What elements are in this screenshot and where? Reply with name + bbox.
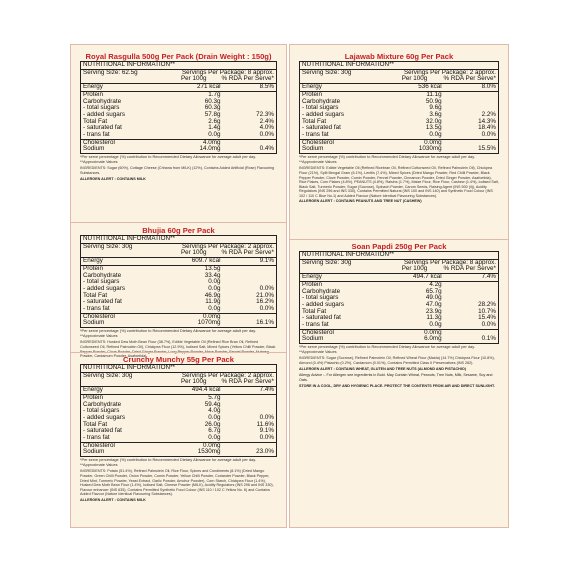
nutrient-value: 0.0g xyxy=(208,305,221,313)
nutrient-name: - trans fat xyxy=(83,305,110,313)
nutrient-rda: 15.5% xyxy=(478,145,496,153)
column-headers: Per 100g % RDA Per Serve* xyxy=(81,76,276,84)
column-headers: Per 100g % RDA Per Serve* xyxy=(81,250,276,258)
nutrient-rda: 7.4% xyxy=(259,386,274,394)
nutrient-value: 609.7 kcal xyxy=(191,257,221,265)
nutrient-name: Total Fat xyxy=(83,420,108,428)
nutrient-value: 57.8g xyxy=(204,110,221,118)
nutrient-name: Cholesterol xyxy=(302,328,334,336)
nutrient-value: 1030mg xyxy=(418,145,442,153)
nutrient-name: Energy xyxy=(83,386,103,394)
nutrient-rda xyxy=(221,92,274,99)
table-row xyxy=(300,146,498,153)
nutrient-rows xyxy=(300,84,498,153)
nutrient-value: 46.9g xyxy=(204,291,221,299)
nutrient-value: 0.0g xyxy=(208,284,221,292)
nutrient-rda xyxy=(442,282,496,289)
nutrient-rda: 21.0% xyxy=(256,291,274,299)
rda-note: *Per serve percentage (%) contribution to Recommended Dietary Allowance for average adult per day. **Approximate Values xyxy=(299,344,475,354)
nutrient-value: 4.2g xyxy=(429,280,442,288)
product-title: Royal Rasgulla 500g Per Pack (Drain Weight : 150g) xyxy=(85,52,272,61)
nutrient-rda: 72.3% xyxy=(256,110,274,118)
nutrient-name: Carbohydrate xyxy=(83,97,122,105)
nutrient-name: Total Fat xyxy=(83,117,108,125)
product-title: Lajawab Mixture 60g Per Pack xyxy=(344,52,454,61)
table-row xyxy=(300,112,498,119)
nutrient-name: - trans fat xyxy=(302,131,329,139)
table-header: NUTRITIONAL INFORMATION** xyxy=(81,62,276,70)
ingredients: INGREDIENTS: Potato (51.4%), Refined Palmolein Oil, Rice Flour, Spices and Condiments (8.1%) (Dried Mango Powder, Green Chilli Powder, Onion Powder, Cumin Powder, Yellow Chilli Powder, Coriander Powder, Black Pepper, Dried Mint, Turmeric Powder, Yeast Extract, Garlic Powder, Amchur Powder), Corn Starch, Chickpea Flour (1.4%), Husked Dew Moth Bean Flour (1.4%), Iodised Salt, Cheese Powder (MILK), Acidity Regulators (INS 296 and INS 330), Flavour enhancer (INS 635), Contains Permitted Synthetic Food Colour (INS 110 / 102 C Yellow No. 6) and Contains Added Flavour (Nature Identical Flavouring Substances). xyxy=(80,469,274,497)
nutrient-value: 13.5g xyxy=(425,124,442,132)
ingredients: INGREDIENTS: Edible Vegetable Oil (Refined Ricebran Oil, Refined Cottonseed Oil, Refined Palmolein Oil), Chickpea Flour (21%), Split Bengal Gram (6.1%), Lentils (7.4%), Mixed Spices (Dried Mango Powder, Red Chilli Powder, Black Pepper Powder, Clove Powder, Cumin Powder, Fennel Powder, Cinnamon Powder, Dried Ginger Powder, Asafoetida), Rice Flakes, Corn Flakes (4.8%), PEANUTS (4.8%), Raisins (1.7%), Maize Flour, Rice Flour, Cashew (1.4%), Iodised Salt, Black Salt, Turmeric Powder, Sugar (Sucrose), Spinach Powder, Carom Seeds, Raising Agent (INS 500 (ii)), Acidity Regulators (INS 296 and INS 330), Contains Permitted Natural (INS 100 and INS 140) and Synthetic Food Colour (INS 102 / 110 C Blue No.1) and Added Flavour (Nature Identical Flavouring Substances). xyxy=(299,166,499,198)
nutrient-value: 6.7g xyxy=(208,427,221,435)
nutrient-value: 271 kcal xyxy=(197,83,221,91)
nutrient-rda: 14.3% xyxy=(478,117,496,125)
nutrient-value: 4.0g xyxy=(208,407,221,415)
column-headers: Per 100g % RDA Per Serve* xyxy=(300,76,498,84)
nutrient-value: 3.6g xyxy=(429,110,442,118)
rda-note: *Per serve percentage (%) contribution to Recommended Dietary Allowance for average adult per day. **Approximate Values xyxy=(80,328,256,338)
nutrient-rda: 8.5% xyxy=(259,83,274,91)
nutrition-table xyxy=(80,364,277,457)
nutrient-value: 0.0g xyxy=(208,413,221,421)
nutrient-rda xyxy=(442,289,496,296)
nutrient-rda: 11.6% xyxy=(256,420,274,428)
nutrient-value: 9.6g xyxy=(429,104,442,112)
nutrient-rda: 0.1% xyxy=(481,335,496,343)
nutrient-value: 50.9g xyxy=(425,97,442,105)
nutrient-rda: 0.0% xyxy=(259,413,274,421)
rda-note: *Per serve percentage (%) contribution to Recommended Dietary Allowance for average adult per day. **Approximate Values xyxy=(80,457,256,467)
table-header: NUTRITIONAL INFORMATION** xyxy=(300,252,498,260)
nutrient-rda xyxy=(442,99,496,106)
table-row xyxy=(81,320,276,327)
nutrient-rda: 0.0% xyxy=(481,131,496,139)
nutrition-table xyxy=(299,61,499,154)
nutrient-value: 59.4g xyxy=(204,400,221,408)
nutrient-rda: 7.4% xyxy=(481,273,496,281)
nutrient-value: 1070mg xyxy=(197,319,221,327)
table-row xyxy=(81,443,276,450)
nutrient-value: 2.6g xyxy=(208,117,221,125)
allergen-alert: ALLERGEN ALERT : CONTAINS MILK xyxy=(80,497,146,502)
nutrient-name: - trans fat xyxy=(83,131,110,139)
nutrient-rda: 2.2% xyxy=(481,110,496,118)
nutrient-value: 26.0g xyxy=(204,420,221,428)
nutrient-rda: 16.1% xyxy=(256,319,274,327)
nutrient-name: Total Fat xyxy=(302,117,327,125)
nutrient-name: Cholesterol xyxy=(83,441,115,449)
nutrient-name: Total Fat xyxy=(83,291,108,299)
left-panel xyxy=(70,44,287,528)
nutrient-value: 0.0mg xyxy=(424,138,442,146)
nutrient-name: - total sugars xyxy=(302,294,339,302)
table-row xyxy=(81,428,276,435)
product-title: Soan Papdi 250g Per Pack xyxy=(351,242,447,251)
nutrient-rda xyxy=(221,395,274,402)
nutrient-rda: 16.2% xyxy=(256,298,274,306)
nutrient-name: Sodium xyxy=(302,145,324,153)
nutrient-name: Sodium xyxy=(83,319,105,327)
nutrient-name: Protein xyxy=(83,90,103,98)
table-row xyxy=(81,314,276,321)
divider xyxy=(71,222,286,223)
table-header: NUTRITIONAL INFORMATION** xyxy=(81,365,276,373)
nutrient-name: - trans fat xyxy=(302,321,329,329)
nutrient-value: 60.3g xyxy=(204,97,221,105)
nutrient-name: - saturated fat xyxy=(83,124,122,132)
nutrient-value: 32.0g xyxy=(425,117,442,125)
nutrient-value: 13.5g xyxy=(204,264,221,272)
nutrient-name: - trans fat xyxy=(83,434,110,442)
nutrient-rda: 0.0% xyxy=(259,131,274,139)
nutrient-name: Carbohydrate xyxy=(302,287,341,295)
serving-info: Serving Size: 30g Servings Per Package: 8 approx. xyxy=(302,258,496,266)
table-row xyxy=(81,125,276,132)
table-row xyxy=(300,330,498,337)
nutrient-rda: 0.0% xyxy=(259,284,274,292)
storage-instructions: STORE IN A COOL, DRY AND HYGIENIC PLACE. PROTECT THE CONTENTS FROM AIR AND DIRECT SUNLIGHT. xyxy=(299,384,495,389)
allergen-alert: ALLERGEN ALERT : CONTAINS MILK xyxy=(80,176,146,181)
serving-info: Serving Size: 62.5g Servings Per Package: 8 approx. xyxy=(83,68,274,76)
nutrient-rows xyxy=(81,84,276,153)
nutrient-name: - added sugars xyxy=(302,300,345,308)
product-rasgulla xyxy=(71,52,286,181)
nutrient-rda: 10.7% xyxy=(478,307,496,315)
table-row xyxy=(81,140,276,147)
nutrient-name: - added sugars xyxy=(83,284,126,292)
nutrient-value: 60.3g xyxy=(204,104,221,112)
nutrient-value: 11.1g xyxy=(426,90,442,98)
divider xyxy=(71,352,286,353)
divider xyxy=(290,239,508,240)
nutrition-table xyxy=(80,235,277,328)
nutrient-rda xyxy=(221,266,274,273)
nutrient-value: 0.0g xyxy=(429,321,442,329)
table-row xyxy=(81,258,276,266)
nutrient-name: Cholesterol xyxy=(302,138,334,146)
nutrient-value: 0.0mg xyxy=(202,441,221,449)
nutrient-name: Sodium xyxy=(302,335,324,343)
table-row xyxy=(81,84,276,92)
rda-note: *Per serve percentage (%) contribution to Recommended Dietary Allowance for average adult per day. **Approximate Values xyxy=(299,154,475,164)
nutrient-name: Protein xyxy=(302,90,322,98)
nutrient-name: Energy xyxy=(302,273,322,281)
nutrient-rda: 2.4% xyxy=(259,117,274,125)
ingredients: INGREDIENTS: Sugar (60%), Cottage Cheese (Chhana from MILK) (12%), Contains Added Artificial (Rose) Flavouring Substances. xyxy=(80,166,275,175)
nutrient-rda: 15.4% xyxy=(478,314,496,322)
nutrient-rda: 9.1% xyxy=(259,427,274,435)
nutrient-value: 0.0g xyxy=(208,131,221,139)
nutrient-name: Sodium xyxy=(83,145,105,153)
nutrient-rda: 8.0% xyxy=(481,83,496,91)
ingredients: INGREDIENTS: Sugar (Sucrose), Refined Palmolein Oil, Refined Wheat Flour (Maida) (14.7%) Chickpea Flour (10.8%), Almond (0.4%) Pistachio (0.2%), Cardamom (0.01%), Contains Permitted Class II Preservatives (INS 282). xyxy=(299,356,495,365)
allergy-advice: Allergy Advice :- For Allergen see ingredients in Bold. May Contain Wheat, Peanuts, Tree Nuts, Milk, Sesame, Soy and Oats. xyxy=(299,373,493,382)
nutrition-table xyxy=(80,61,277,154)
nutrient-value: 494.7 kcal xyxy=(412,273,442,281)
product-title: Crunchy Munchy 55g Per Pack xyxy=(123,355,234,364)
table-row xyxy=(300,302,498,309)
table-row xyxy=(300,140,498,147)
nutrient-rda: 0.4% xyxy=(259,145,274,153)
serving-info: Serving Size: 30g Servings Per Package: 2 approx. xyxy=(83,242,274,250)
nutrient-name: - added sugars xyxy=(83,110,126,118)
table-row xyxy=(81,299,276,306)
nutrient-rows xyxy=(81,387,276,456)
rda-note: *Per serve percentage (%) contribution to Recommended Dietary Allowance for average adult per day. **Approximate Values xyxy=(80,154,256,164)
nutrient-value: 0.0g xyxy=(208,434,221,442)
nutrient-name: Energy xyxy=(302,83,322,91)
column-headers: Per 100g % RDA Per Serve* xyxy=(300,266,498,274)
table-row xyxy=(81,387,276,395)
nutrient-name: Cholesterol xyxy=(83,138,115,146)
nutrient-name: - added sugars xyxy=(83,413,126,421)
product-lajawab xyxy=(290,52,508,204)
table-row xyxy=(81,286,276,293)
nutrient-rda: 4.0% xyxy=(259,124,274,132)
nutrient-rda: 0.0% xyxy=(481,321,496,329)
nutrient-rda: 18.4% xyxy=(478,124,496,132)
nutrient-name: - saturated fat xyxy=(83,427,122,435)
table-row xyxy=(300,125,498,132)
product-soan-papdi xyxy=(290,242,508,389)
nutrient-name: Carbohydrate xyxy=(302,97,341,105)
nutrient-value: 4.0mg xyxy=(202,138,221,146)
nutrient-name: - saturated fat xyxy=(83,298,122,306)
nutrient-value: 49.0g xyxy=(425,294,442,302)
nutrient-name: Cholesterol xyxy=(83,312,115,320)
product-title: Bhujia 60g Per Pack xyxy=(142,226,215,235)
nutrient-value: 0.0g xyxy=(429,131,442,139)
column-headers: Per 100g % RDA Per Serve* xyxy=(81,379,276,387)
nutrient-value: 11.3g xyxy=(426,314,442,322)
nutrient-name: - saturated fat xyxy=(302,314,341,322)
product-bhujia xyxy=(71,226,286,359)
nutrient-name: Carbohydrate xyxy=(83,400,122,408)
table-row xyxy=(81,449,276,456)
table-header: NUTRITIONAL INFORMATION** xyxy=(81,236,276,244)
nutrient-rows xyxy=(81,258,276,327)
nutrient-value: 536 kcal xyxy=(418,83,442,91)
nutrient-rda: 0.0% xyxy=(259,305,274,313)
table-row xyxy=(81,146,276,153)
nutrient-name: - saturated fat xyxy=(302,124,341,132)
nutrient-value: 23.9g xyxy=(425,307,442,315)
product-crunchy-munchy xyxy=(71,355,286,502)
nutrient-name: Energy xyxy=(83,257,103,265)
nutrient-rda xyxy=(221,402,274,409)
nutrient-value: 0.0mg xyxy=(424,328,442,336)
nutrient-rda xyxy=(221,273,274,280)
table-row xyxy=(81,415,276,422)
nutrient-value: 14.0mg xyxy=(199,145,221,153)
nutrient-name: - total sugars xyxy=(302,104,339,112)
nutrient-name: Total Fat xyxy=(302,307,327,315)
allergen-alert: ALLERGEN ALERT : CONTAINS PEANUTS AND TREE NUT (CASHEW) xyxy=(299,199,422,204)
nutrient-value: 33.4g xyxy=(204,271,221,279)
nutrient-value: 5.7g xyxy=(208,393,221,401)
nutrient-value: 0.0mg xyxy=(202,312,221,320)
nutrient-value: 1.7g xyxy=(208,90,221,98)
nutrient-value: 1530mg xyxy=(197,448,221,456)
nutrient-rda xyxy=(442,92,496,99)
nutrition-table xyxy=(299,251,499,344)
nutrient-value: 11.9g xyxy=(205,298,221,306)
nutrient-rda: 9.1% xyxy=(259,257,274,265)
ingredients: INGREDIENTS: Husked Dew Moth Bean Flour (38.7%), Edible Vegetable Oil (Refined Rice Bran Oil, Refined Cottonseed Oil, Refined Palmolein Oil), Chickpea Flour (12.9%), Iodised Salt, Mixed Spices (Yellow Chilli Powder, Black Powder, Cardamom Powder, Asafoetida). xyxy=(80,340,276,359)
nutrient-name: Protein xyxy=(83,393,103,401)
allergen-alert: ALLERGEN ALERT : CONTAINS WHEAT, GLUTEN AND TREE NUTS (ALMOND AND PISTACHIO) xyxy=(299,366,466,371)
nutrient-value: 47.0g xyxy=(425,300,442,308)
nutrient-rows xyxy=(300,274,498,343)
nutrient-name: Carbohydrate xyxy=(83,271,122,279)
table-header: NUTRITIONAL INFORMATION** xyxy=(300,62,498,70)
nutrient-rda: 0.0% xyxy=(259,434,274,442)
right-panel xyxy=(289,44,509,528)
nutrient-name: Protein xyxy=(302,280,322,288)
table-row xyxy=(300,84,498,92)
nutrient-rda: 28.2% xyxy=(478,300,496,308)
nutrient-name: Sodium xyxy=(83,448,105,456)
nutrient-value: 0.0g xyxy=(208,278,221,286)
table-row xyxy=(300,315,498,322)
nutrient-value: 65.7g xyxy=(425,287,442,295)
nutrient-name: Energy xyxy=(83,83,103,91)
nutrient-rda xyxy=(221,99,274,106)
nutrient-value: 6.0mg xyxy=(424,335,442,343)
nutrient-name: Protein xyxy=(83,264,103,272)
nutrient-name: - total sugars xyxy=(83,278,120,286)
nutrient-rda: 23.0% xyxy=(256,448,274,456)
nutrient-name: - total sugars xyxy=(83,104,120,112)
table-row xyxy=(300,336,498,343)
nutrient-value: 1.4g xyxy=(208,124,221,132)
nutrient-name: - total sugars xyxy=(83,407,120,415)
serving-info: Serving Size: 30g Servings Per Package: 2 approx. xyxy=(302,68,496,76)
serving-info: Serving Size: 30g Servings Per Package: 2 approx. xyxy=(83,371,274,379)
table-row xyxy=(81,112,276,119)
nutrient-value: 494.4 kcal xyxy=(191,386,221,394)
table-row xyxy=(300,274,498,282)
nutrient-name: - added sugars xyxy=(302,110,345,118)
